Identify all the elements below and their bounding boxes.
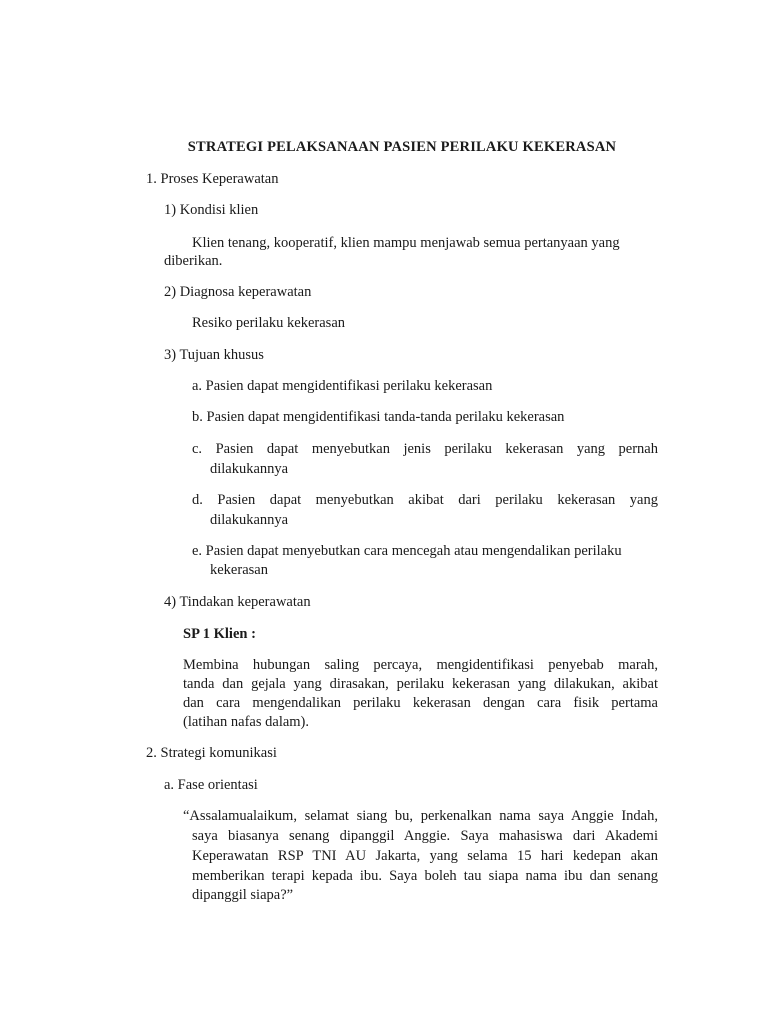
tujuan-item-b: b. Pasien dapat mengidentifikasi tanda-tanda perilaku kekerasan: [192, 409, 565, 425]
tindakan-text-line-3: dan cara mengendalikan perilaku kekerasan dengan cara fisik pertama: [183, 695, 658, 711]
tujuan-item-e-cont: kekerasan: [210, 562, 268, 578]
kondisi-text-line-2: diberikan.: [164, 253, 223, 269]
tindakan-text-line-2: tanda dan gejala yang dirasakan, perilaku kekerasan yang dilakukan, akibat: [183, 676, 658, 692]
tindakan-heading: 4) Tindakan keperawatan: [164, 594, 311, 610]
tujuan-heading: 3) Tujuan khusus: [164, 347, 264, 363]
fase-orientasi-heading: a. Fase orientasi: [164, 777, 258, 793]
tujuan-item-c: c. Pasien dapat menyebutkan jenis perilaku kekerasan yang pernah: [192, 441, 658, 457]
dialog-line-4: memberikan terapi kepada ibu. Saya boleh tau siapa nama ibu dan senang: [192, 868, 658, 884]
diagnosa-text: Resiko perilaku kekerasan: [192, 315, 346, 331]
dialog-line-2: saya biasanya senang dipanggil Anggie. Saya mahasiswa dari Akademi: [192, 828, 658, 844]
tujuan-item-e: e. Pasien dapat menyebutkan cara mencegah atau mengendalikan perilaku: [192, 543, 622, 559]
document-title: STRATEGI PELAKSANAAN PASIEN PERILAKU KEKERASAN: [187, 139, 617, 155]
tindakan-text-line-1: Membina hubungan saling percaya, mengidentifikasi penyebab marah,: [183, 657, 658, 673]
tujuan-item-a: a. Pasien dapat mengidentifikasi perilaku kekerasan: [192, 378, 493, 394]
tindakan-text-line-4: (latihan nafas dalam).: [183, 714, 310, 730]
section-1-heading: 1. Proses Keperawatan: [146, 171, 279, 187]
dialog-line-3: Keperawatan RSP TNI AU Jakarta, yang selama 15 hari kedepan akan: [192, 848, 658, 864]
dialog-line-5: dipanggil siapa?”: [192, 887, 294, 903]
tujuan-item-d-cont: dilakukannya: [210, 512, 289, 528]
tujuan-item-c-cont: dilakukannya: [210, 461, 289, 477]
sp-label: SP 1 Klien :: [183, 626, 256, 642]
section-2-heading: 2. Strategi komunikasi: [146, 745, 277, 761]
diagnosa-heading: 2) Diagnosa keperawatan: [164, 284, 312, 300]
dialog-line-1: “Assalamualaikum, selamat siang bu, perkenalkan nama saya Anggie Indah,: [183, 808, 658, 824]
kondisi-heading: 1) Kondisi klien: [164, 202, 259, 218]
tujuan-item-d: d. Pasien dapat menyebutkan akibat dari perilaku kekerasan yang: [192, 492, 658, 508]
kondisi-text-line-1: Klien tenang, kooperatif, klien mampu menjawab semua pertanyaan yang: [192, 235, 620, 251]
